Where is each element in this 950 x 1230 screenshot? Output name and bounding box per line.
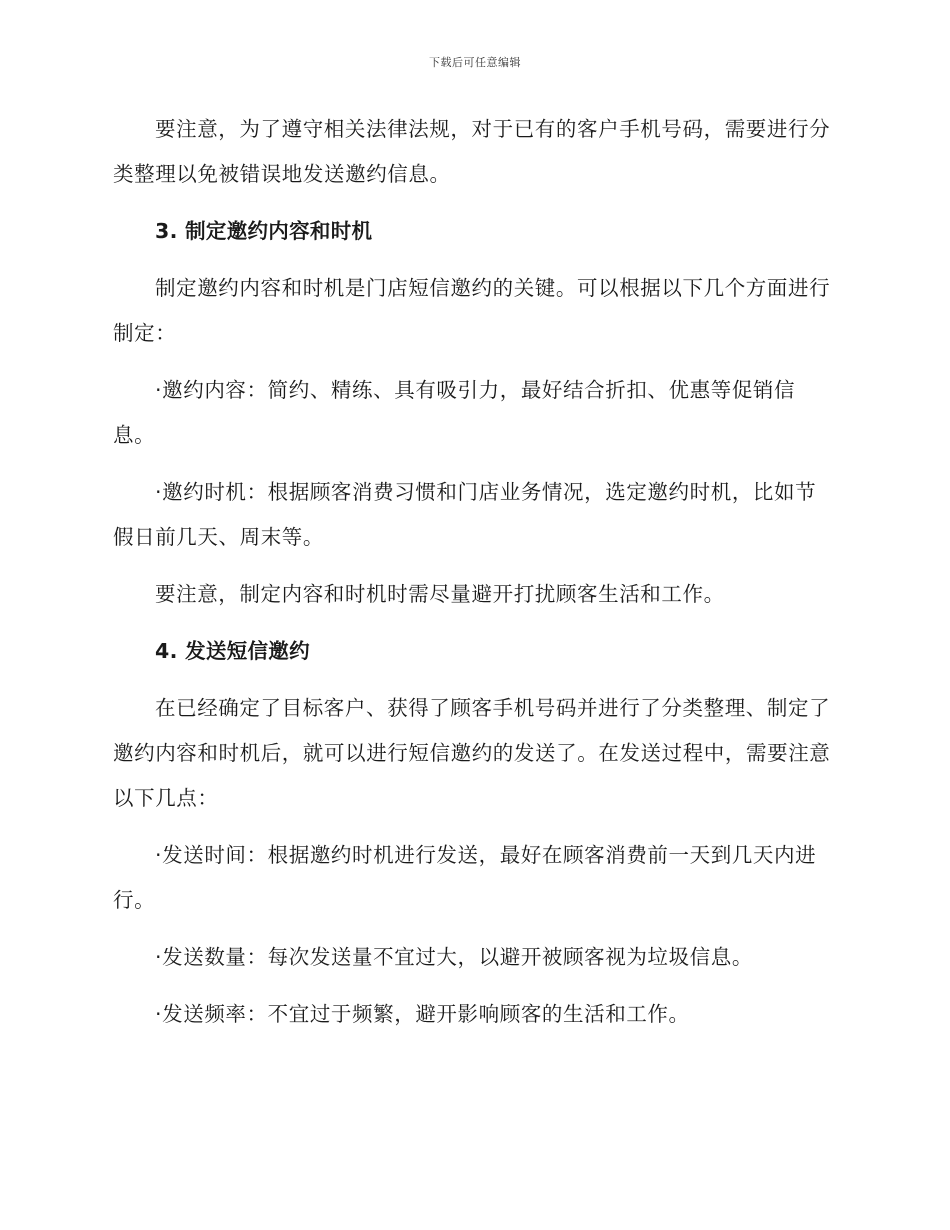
bullet-dot-icon: ·	[155, 480, 163, 504]
bullet-item-send-quantity: ·发送数量：每次发送量不宜过大，以避开被顾客视为垃圾信息。	[113, 935, 831, 980]
document-body	[113, 107, 831, 1049]
paragraph-sending-intro: 在已经确定了目标客户、获得了顾客手机号码并进行了分类整理、制定了邀约内容和时机后，就可以进行短信邀约的发送了。在发送过程中，需要注意以下几点：	[113, 696, 831, 810]
bullet-dot-icon: ·	[155, 843, 163, 867]
paragraph-avoid-disturb: 要注意，制定内容和时机时需尽量避开打扰顾客生活和工作。	[155, 582, 725, 606]
bullet-dot-icon: ·	[155, 945, 163, 969]
bullet-item-invite-content: ·邀约内容：简约、精练、具有吸引力，最好结合折扣、优惠等促销信息。	[113, 368, 831, 458]
section-heading-3: 3. 制定邀约内容和时机	[155, 219, 373, 243]
section-heading-4: 4. 发送短信邀约	[155, 639, 310, 663]
paragraph-content-timing-intro: 制定邀约内容和时机是门店短信邀约的关键。可以根据以下几个方面进行制定：	[113, 276, 831, 345]
bullet-item-send-time: ·发送时间：根据邀约时机进行发送，最好在顾客消费前一天到几天内进行。	[113, 833, 831, 923]
page-header: 下载后可任意编辑	[429, 56, 521, 69]
bullet-item-invite-timing: ·邀约时机：根据顾客消费习惯和门店业务情况，选定邀约时机，比如节假日前几天、周末等。	[113, 470, 831, 560]
bullet-dot-icon: ·	[155, 378, 163, 402]
bullet-dot-icon: ·	[155, 1002, 163, 1026]
paragraph-legal-note: 要注意，为了遵守相关法律法规，对于已有的客户手机号码，需要进行分类整理以免被错误地发送邀约信息。	[113, 117, 831, 186]
bullet-item-send-frequency: ·发送频率：不宜过于频繁，避开影响顾客的生活和工作。	[113, 992, 831, 1037]
